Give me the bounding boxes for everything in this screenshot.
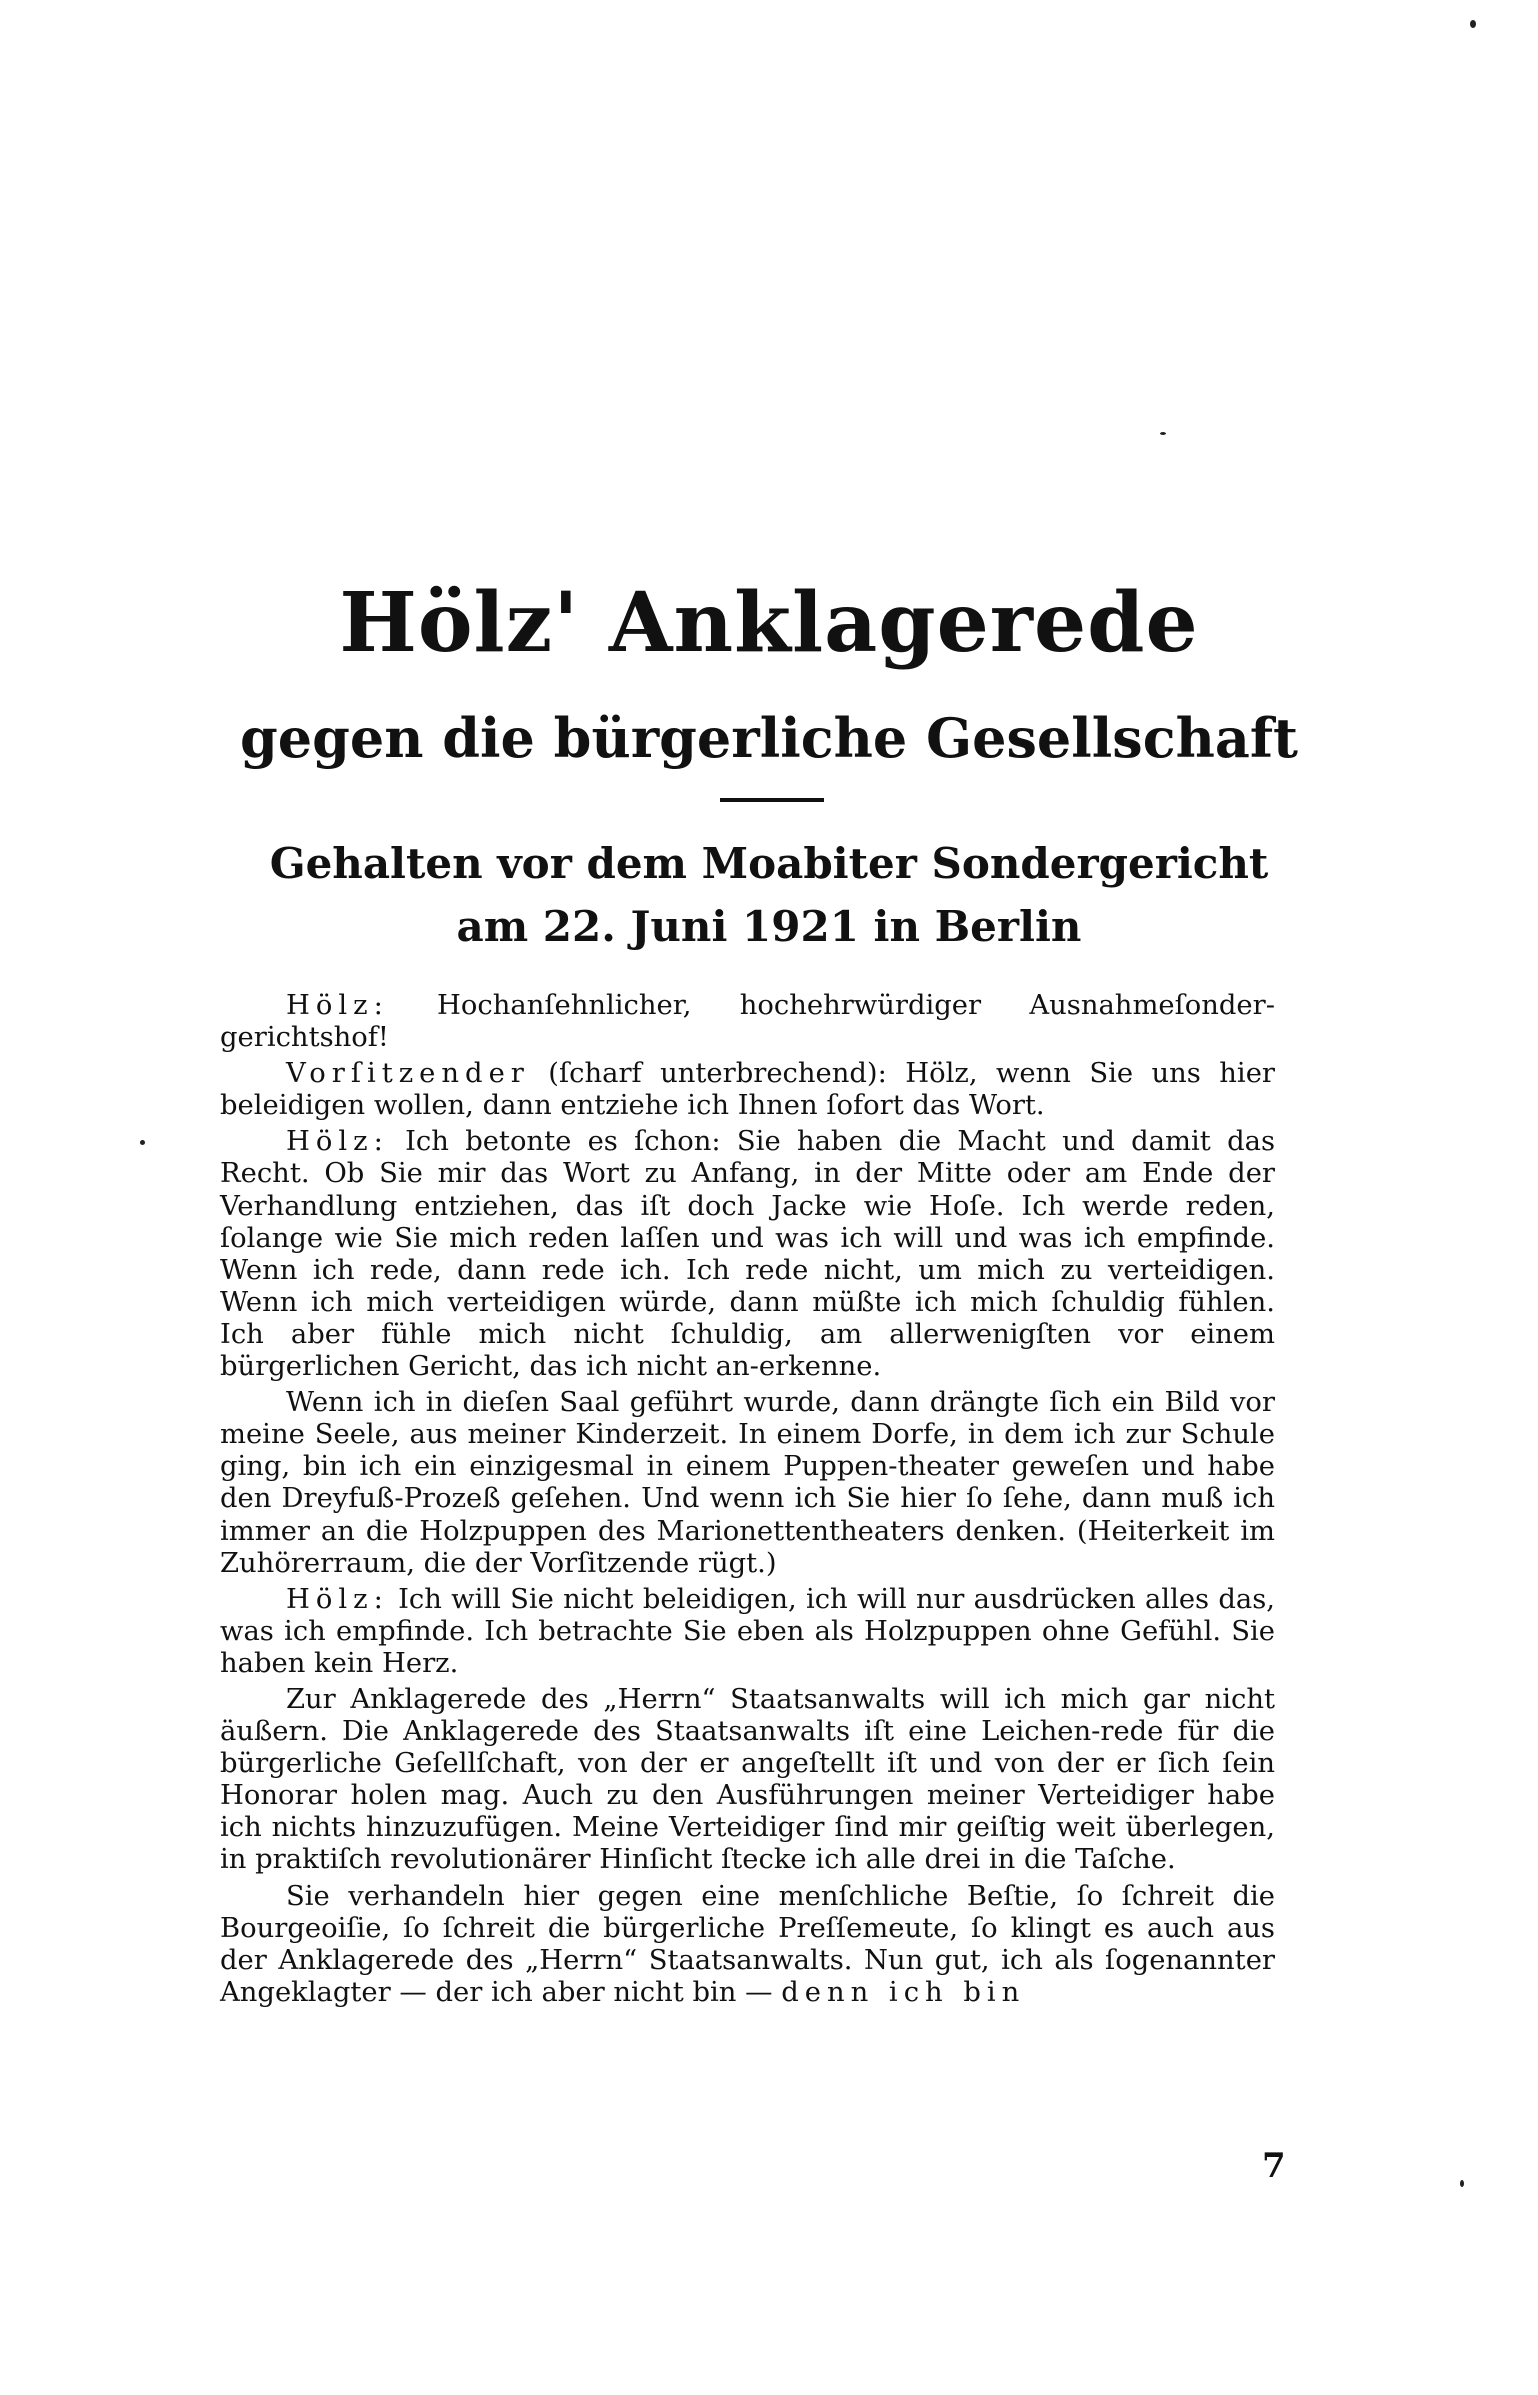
- speaker-label: Hölz:: [286, 1126, 389, 1158]
- paragraph-5: [220, 1584, 1275, 1680]
- paragraph-text: Ich will Sie nicht beleidigen, ich will nur ausdrücken alles das, was ich empfinde. Ich betrachte Sie eben als Holzpuppen ohne Gefühl. Sie haben kein Herz.: [220, 1583, 1275, 1679]
- title-divider: [720, 798, 824, 802]
- speaker-label: Hölz:: [286, 1583, 389, 1615]
- paragraph-7: [220, 1881, 1275, 2009]
- speaker-label: Vorſitzender: [286, 1058, 530, 1090]
- print-speck: [1470, 20, 1476, 28]
- document-subtitle: gegen die bürgerliche Gesellschaft: [239, 706, 1299, 770]
- paragraph-6: [220, 1684, 1275, 1877]
- paragraph-text: Zur Anklagerede des „Herrn“ Staatsanwalts will ich mich gar nicht äußern. Die Anklagerede des Staatsanwalts iſt eine Leichen-rede für die bürgerliche Geſellſchaft, von der er angeſtellt iſt und von der er ſich ſein Honorar holen mag. Auch zu den Ausführungen meiner Verteidiger habe ich nichts hinzuzufügen. Meine Verteidiger ſind mir geiſtig weit überlegen, in praktiſch revolutionärer Hinſicht ſtecke ich alle drei in die Taſche.: [220, 1683, 1275, 1876]
- page-number: 7: [1262, 2146, 1286, 2186]
- print-speck: [140, 1140, 145, 1145]
- paragraph-text: Wenn ich in dieſen Saal geführt wurde, dann drängte ſich ein Bild vor meine Seele, aus meiner Kinderzeit. In einem Dorfe, in dem ich zur Schule ging, bin ich ein einzigesmal in einem Puppen-theater geweſen und habe den Dreyfuß-Prozeß geſehen. Und wenn ich Sie hier ſo ſehe, dann muß ich immer an die Holzpuppen des Marionettentheaters denken. (Heiterkeit im Zuhörerraum, die der Vorſitzende rügt.): [220, 1387, 1275, 1579]
- paragraph-text: Sie verhandeln hier gegen eine menſchliche Beſtie, ſo ſchreit die Bourgeoiſie, ſo ſchreit die bürgerliche Preſſemeute, ſo klingt es auch aus der Anklagerede des „Herrn“ Staatsanwalts. Nun gut, ich als ſogenannter Angeklagter — der ich aber nicht bin —: [220, 1880, 1275, 2008]
- document-subheading: [0, 832, 1538, 958]
- paragraph-text: Ich betonte es ſchon: Sie haben die Macht und damit das Recht. Ob Sie mir das Wort zu Anfang, in der Mitte oder am Ende der Verhandlung entziehen, das iſt doch Jacke wie Hoſe. Ich werde reden, ſolange wie Sie mich reden laſſen und was ich will und was ich empfinde. Wenn ich rede, dann rede ich. Ich rede nicht, um mich zu verteidigen. Wenn ich mich verteidigen würde, dann müßte ich mich ſchuldig fühlen. Ich aber fühle mich nicht ſchuldig, am allerwenigſten vor einem bürgerlichen Gericht, das ich nicht an-erkenne.: [220, 1126, 1275, 1383]
- speaker-label: Hölz:: [286, 990, 389, 1021]
- document-title: Hölz' Anklagerede: [339, 575, 1199, 671]
- body-text: [220, 990, 1275, 2013]
- paragraph-3: [220, 1126, 1275, 1383]
- paragraph-text: Hochanſehnlicher, hochehrwürdiger Ausnahmeſonder-gerichtshof!: [220, 990, 1275, 1054]
- print-speck: [1160, 432, 1166, 435]
- paragraph-4: [220, 1387, 1275, 1580]
- subheading-line-2: am 22. Juni 1921 in Berlin: [456, 902, 1082, 951]
- print-speck: [1460, 2180, 1464, 2187]
- subheading-line-1: Gehalten vor dem Moabiter Sondergericht: [269, 839, 1269, 888]
- paragraph-1: [220, 990, 1275, 1054]
- emphasized-text: denn ich bin: [781, 1976, 1026, 2008]
- paragraph-text: (ſcharf unterbrechend): Hölz, wenn Sie uns hier beleidigen wollen, dann entziehe ich Ihnen ſofort das Wort.: [220, 1058, 1275, 1122]
- paragraph-2: [220, 1058, 1275, 1122]
